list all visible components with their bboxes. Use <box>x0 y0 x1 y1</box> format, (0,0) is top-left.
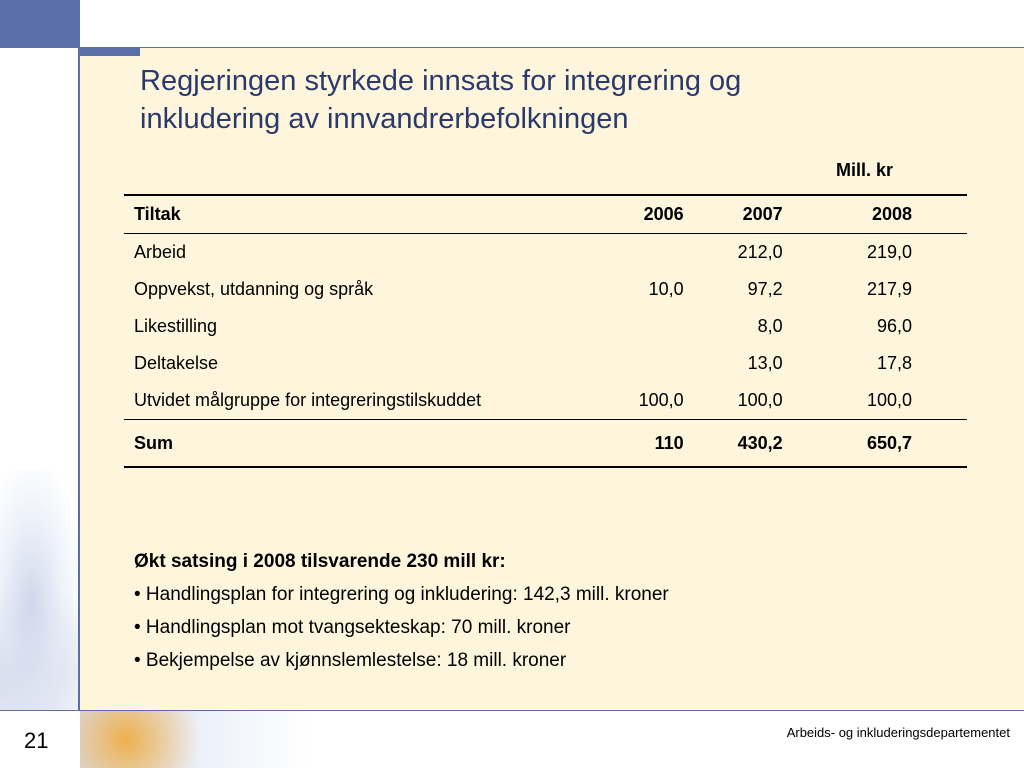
row-value-2008: 96,0 <box>876 316 912 336</box>
row-value-2006 <box>606 234 683 272</box>
table-row <box>124 234 967 272</box>
notes-bullet: • Bekjempelse av kjønnslemlestelse: 18 mill. kroner <box>134 650 567 671</box>
unit-label: Mill. kr <box>836 160 894 180</box>
row-label: Arbeid <box>134 242 187 262</box>
row-value-2008: 219,0 <box>866 242 912 262</box>
row-value-2007: 97,2 <box>747 279 783 299</box>
row-label: Oppvekst, utdanning og språk <box>134 279 374 299</box>
slide-title-line-2: inkludering av innvandrerbefolkningen <box>140 103 629 135</box>
row-label: Deltakelse <box>134 353 219 373</box>
left-vertical-divider <box>78 0 80 710</box>
table-sum-row <box>124 420 967 468</box>
row-value-2007: 8,0 <box>757 316 783 336</box>
table-row <box>124 308 967 345</box>
row-value-2006 <box>606 308 683 345</box>
sum-value-2008: 650,7 <box>866 432 912 453</box>
row-value-2006 <box>606 345 683 382</box>
sum-label: Sum <box>134 432 174 453</box>
table-row <box>124 382 967 420</box>
sum-value-2007: 430,2 <box>737 432 783 453</box>
row-value-2008: 100,0 <box>866 390 912 410</box>
table-row <box>124 271 967 308</box>
footer-photo-strip <box>80 711 310 768</box>
slide-title <box>140 62 940 138</box>
row-value-2007: 100,0 <box>737 390 783 410</box>
ministry-name: Arbeids- og inkluderingsdepartementet <box>786 725 1010 740</box>
table-row <box>124 345 967 382</box>
title-accent-bar <box>78 48 140 56</box>
row-value-2006: 100,0 <box>638 390 684 410</box>
row-value-2006: 10,0 <box>648 279 684 299</box>
left-photo-collage <box>0 470 78 710</box>
slide-title-line-1: Regjeringen styrkede innsats for integrering og <box>140 65 742 97</box>
table-header-row <box>124 195 967 234</box>
notes-block <box>134 545 669 677</box>
page-number: 21 <box>24 728 49 753</box>
header-spacer <box>912 195 967 234</box>
row-value-2007: 212,0 <box>737 242 783 262</box>
row-label: Likestilling <box>134 316 218 336</box>
row-value-2008: 217,9 <box>866 279 912 299</box>
header-2008: 2008 <box>871 204 912 224</box>
header-tiltak: Tiltak <box>134 204 181 224</box>
row-label: Utvidet målgruppe for integreringstilskuddet <box>134 390 482 410</box>
notes-bullet: • Handlingsplan mot tvangsekteskap: 70 mill. kroner <box>134 617 571 638</box>
notes-heading: Økt satsing i 2008 tilsvarende 230 mill kr: <box>134 551 506 572</box>
header-2006: 2006 <box>643 204 684 224</box>
sum-value-2006: 110 <box>654 432 684 453</box>
notes-bullet: • Handlingsplan for integrering og inkludering: 142,3 mill. kroner <box>134 584 669 605</box>
corner-accent-block <box>0 0 78 48</box>
header-2007: 2007 <box>742 204 783 224</box>
budget-table <box>124 194 967 468</box>
row-value-2007: 13,0 <box>747 353 783 373</box>
row-value-2008: 17,8 <box>876 353 912 373</box>
top-divider <box>80 47 1024 48</box>
